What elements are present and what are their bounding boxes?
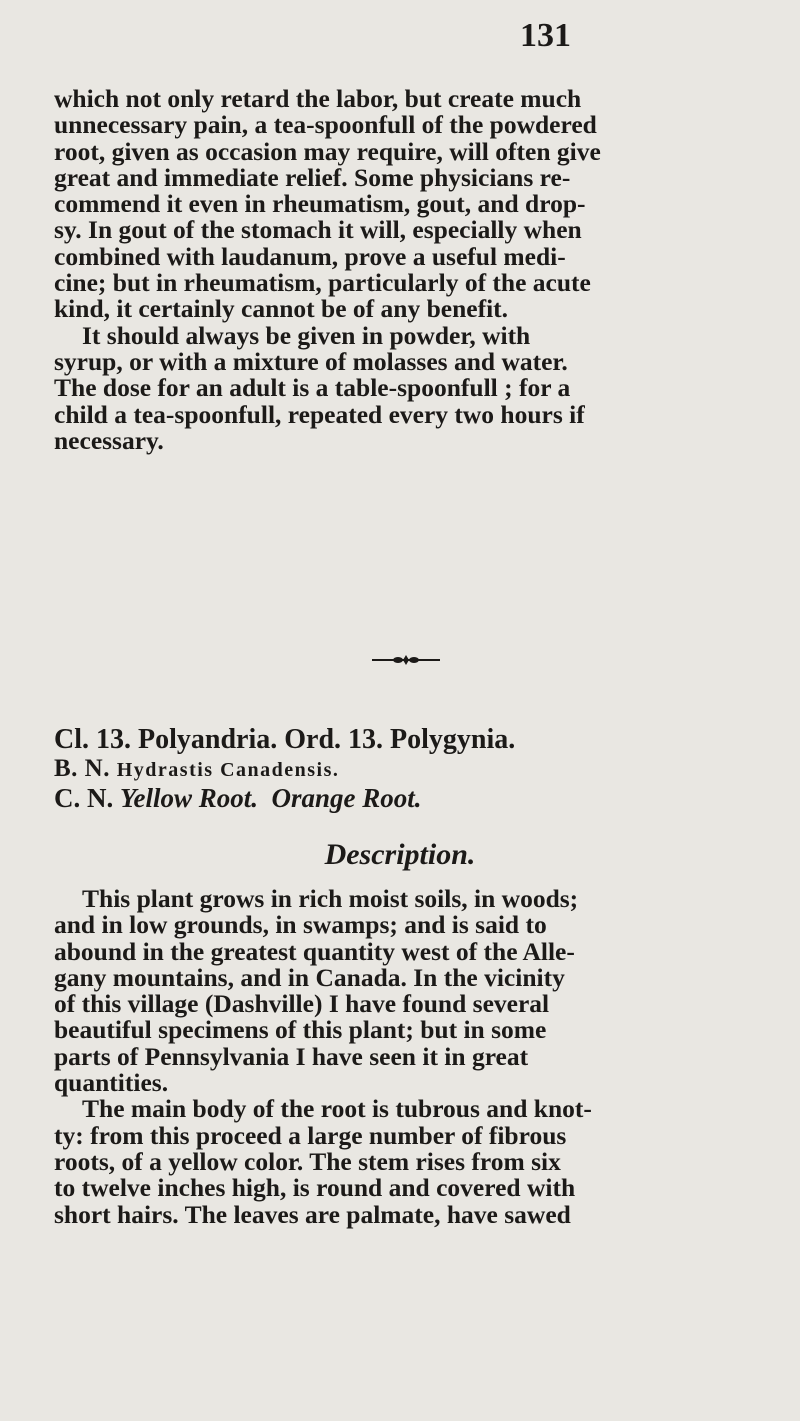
text-line: This plant grows in rich moist soils, in woods; [82, 884, 579, 913]
text-line: gany mountains, and in Canada. In the vicinity [54, 962, 565, 992]
common-name-yellow-root: Yellow Root. [120, 783, 259, 813]
botanical-name-prefix: B. N. [54, 755, 117, 782]
text-line: It should always be given in powder, with [82, 320, 531, 350]
text-line: The main body of the root is tubrous and knot- [82, 1094, 592, 1124]
text-line: combined with laudanum, prove a useful medi- [54, 241, 566, 271]
text-line: and in low grounds, in swamps; and is said to [54, 910, 547, 940]
text-line: cine; but in rheumatism, particularly of the acute [54, 268, 591, 298]
page-number: 131 [520, 17, 571, 54]
text-line: The dose for an adult is a table-spoonfull ; for a [54, 373, 571, 403]
top-paragraph [54, 86, 726, 454]
text-line: which not only retard the labor, but create much [54, 84, 582, 113]
text-line: ty: from this proceed a large number of fibrous [54, 1120, 567, 1150]
text-line: roots, of a yellow color. The stem rises from six [54, 1146, 561, 1176]
text-line: beautiful specimens of this plant; but in some [54, 1015, 547, 1045]
common-name-prefix: C. N. [54, 783, 120, 813]
text-line: root, given as occasion may require, will often give [54, 136, 601, 166]
common-name-orange-root: Orange Root. [271, 783, 422, 813]
classification-line: Cl. 13. Polyandria. Ord. 13. Polygynia. [54, 724, 516, 755]
description-heading: Description. [324, 838, 476, 871]
description-paragraph [54, 886, 726, 1228]
text-line: kind, it certainly cannot be of any benefit. [54, 294, 509, 324]
text-line: syrup, or with a mixture of molasses and water. [54, 346, 568, 376]
text-line: short hairs. The leaves are palmate, have sawed [54, 1199, 571, 1229]
text-line: great and immediate relief. Some physicians re- [54, 162, 571, 192]
text-line: necessary. [54, 425, 164, 455]
common-name-line [54, 783, 734, 813]
botanical-name: Hydrastis Canadensis. [116, 759, 340, 781]
text-line: parts of Pennsylvania I have seen it in great [54, 1041, 529, 1071]
text-line: commend it even in rheumatism, gout, and drop- [54, 189, 586, 219]
text-line: of this village (Dashville) I have found several [54, 989, 550, 1019]
text-line: child a tea-spoonfull, repeated every two hours if [54, 399, 585, 429]
text-line: unnecessary pain, a tea-spoonfull of the powdered [54, 110, 597, 140]
text-line: quantities. [54, 1068, 169, 1098]
section-divider-ornament [370, 654, 442, 666]
text-line: to twelve inches high, is round and covered with [54, 1173, 576, 1203]
botanical-name-line [54, 755, 734, 784]
text-line: sy. In gout of the stomach it will, especially when [54, 215, 582, 245]
text-line: abound in the greatest quantity west of the Alle- [54, 936, 575, 966]
